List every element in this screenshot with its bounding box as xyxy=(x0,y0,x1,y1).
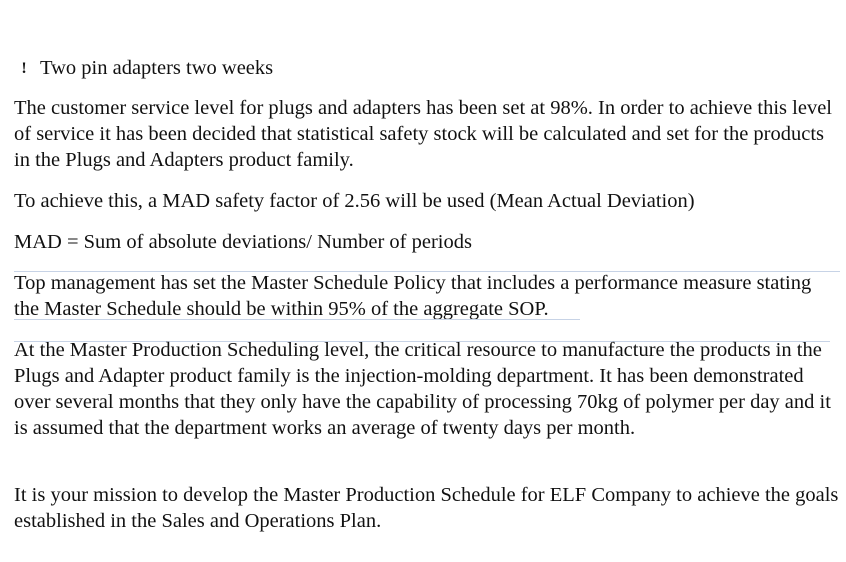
paragraph-critical-resource: At the Master Production Scheduling level, the critical resource to manufacture the products in the Plugs and Adapter product family is the injection-molding department. It has been demonstrated over several months that they only have the capability of processing 70kg of polymer per day and it is assumed that the department works an average of twenty days per month. xyxy=(14,339,831,439)
paragraph-management-policy: Top management has set the Master Schedule Policy that includes a performance measure stating the Master Schedule should be within 95% of the aggregate SOP. xyxy=(14,272,812,320)
exclamation-bullet-icon: ! xyxy=(21,60,27,77)
paragraph-mad-formula: MAD = Sum of absolute deviations/ Number of periods xyxy=(14,231,472,253)
divider-line xyxy=(14,319,580,320)
paragraph-service-level: The customer service level for plugs and adapters has been set at 98%. In order to achieve this level of service it has been decided that statistical safety stock will be calculated and set for the products in the Plugs and Adapters product family. xyxy=(14,97,832,171)
bullet-item-text: Two pin adapters two weeks xyxy=(40,57,274,79)
bullet-list-item xyxy=(20,55,273,82)
paragraph-mad-factor: To achieve this, a MAD safety factor of 2.56 will be used (Mean Actual Deviation) xyxy=(14,190,695,212)
paragraph-mission: It is your mission to develop the Master Production Schedule for ELF Company to achieve the goals established in the Sales and Operations Plan. xyxy=(14,484,839,532)
